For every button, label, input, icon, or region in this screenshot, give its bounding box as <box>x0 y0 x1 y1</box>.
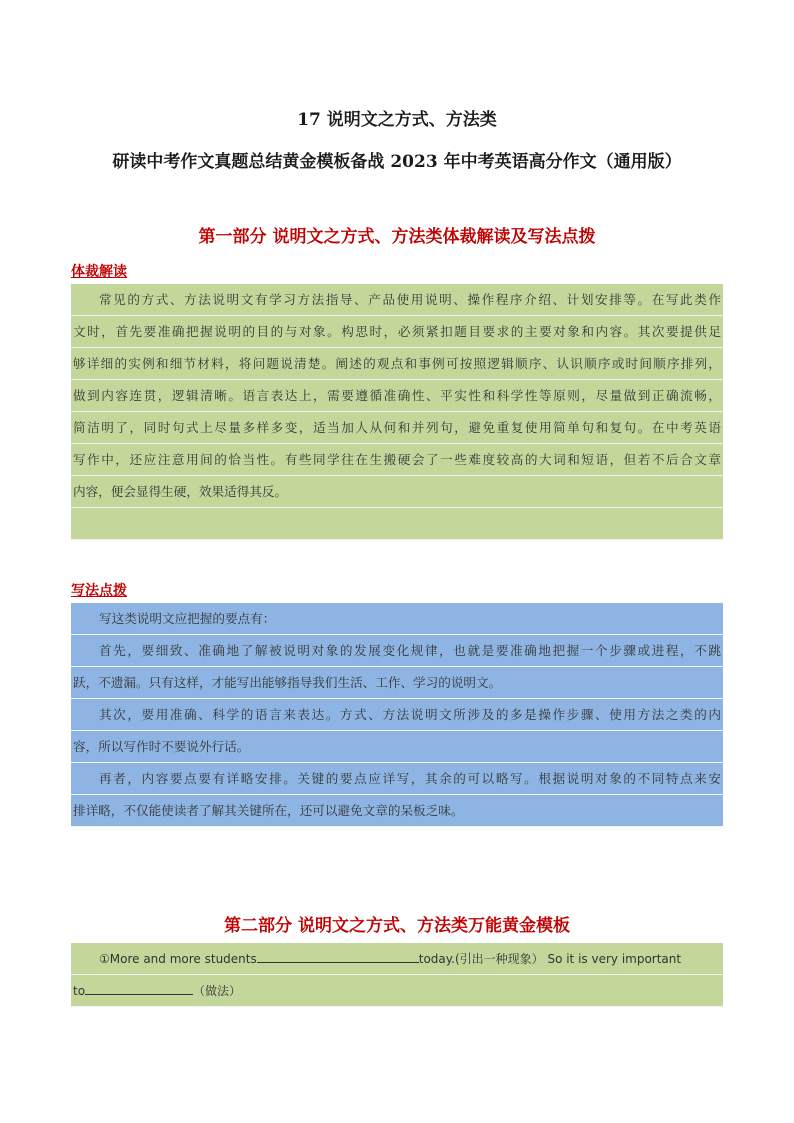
genre-line: 写作中，还应注意用间的恰当性。有些同学往在生搬硬会了一些难度较高的大词和短语，但若不后合文章 <box>71 444 723 476</box>
genre-line: 做到内容连贯，逻辑清晰。语言表达上，需要遵循准确性、平实性和科学性等原则，尽量做到正确流畅， <box>71 380 723 412</box>
part2-heading: 第二部分 说明文之方式、方法类万能黄金模板 <box>224 916 570 936</box>
genre-analysis-box <box>71 284 723 540</box>
tips-line: 跃，不遗漏。只有这样，才能写出能够指导我们生活、工作、学习的说明文。 <box>71 667 723 699</box>
writing-tips-tag: 写法点拨 <box>71 583 127 599</box>
tips-line: 排详略，不仅能使读者了解其关键所在，还可以避免文章的呆板乏味。 <box>71 795 723 827</box>
genre-line: 够详细的实例和细节材料，将问题说清楚。阐述的观点和事例可按照逻辑顺序、认识顺序或时间顺序排列， <box>71 348 723 380</box>
template-line-2 <box>71 975 723 1007</box>
part1-heading: 第一部分 说明文之方式、方法类体裁解读及写法点拨 <box>198 227 596 247</box>
tips-line: 容，所以写作时不要说外行话。 <box>71 731 723 763</box>
genre-line <box>71 508 723 540</box>
template-text-d: （做法） <box>193 984 242 998</box>
template-text-c: to <box>73 984 86 998</box>
genre-line: 简洁明了，同时句式上尽量多样多变，适当加人从何和并列句，避免重复使用简单句和复句。在中考英语 <box>71 412 723 444</box>
writing-tips-box <box>71 603 723 827</box>
genre-line: 内容，便会显得生硬，效果适得其反。 <box>71 476 723 508</box>
tips-line: 再者，内容要点要有详略安排。关键的要点应详写，其余的可以略写。根据说明对象的不同特点来安 <box>71 763 723 795</box>
document-subtitle: 研读中考作文真题总结黄金模板备战 2023 年中考英语高分作文（通用版） <box>112 152 682 172</box>
tips-line: 其次，要用准确、科学的语言来表达。方式、方法说明文所涉及的多是操作步骤、使用方法之类的内 <box>71 699 723 731</box>
genre-analysis-tag: 体裁解读 <box>71 264 127 280</box>
document-title: 17 说明文之方式、方法类 <box>297 110 497 130</box>
genre-line: 文时，首先要准确把握说明的目的与对象。构思时，必须紧扣题目要求的主要对象和内容。其次要提供足 <box>71 316 723 348</box>
tips-line: 写这类说明文应把握的要点有： <box>71 603 723 635</box>
template-line-1 <box>71 943 723 975</box>
genre-line: 常见的方式、方法说明文有学习方法指导、产品使用说明、操作程序介绍、计划安排等。在写此类作 <box>71 284 723 316</box>
fill-in-blank <box>257 948 419 963</box>
template-text-b: today.(引出一种现象） So it is very important <box>418 952 682 966</box>
fill-in-blank <box>85 980 193 995</box>
tips-line: 首先，要细致、准确地了解被说明对象的发展变化规律，也就是要准确地把握一个步骤或进程，不跳 <box>71 635 723 667</box>
template-text-a: ①More and more students <box>99 952 257 966</box>
template-box <box>71 943 723 1007</box>
